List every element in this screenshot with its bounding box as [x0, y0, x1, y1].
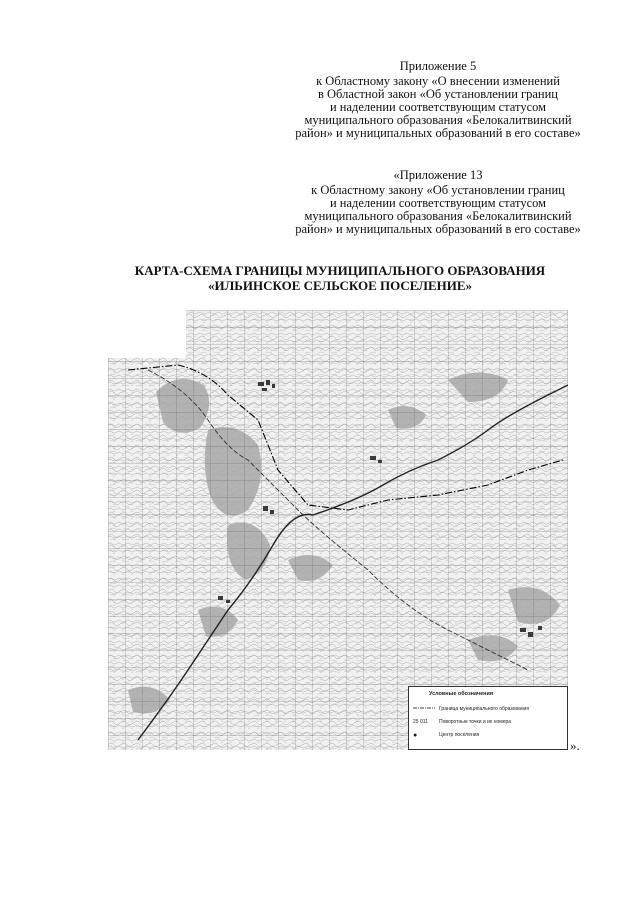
map-sheet	[108, 310, 568, 750]
legend-item-turning-points	[413, 718, 511, 726]
appendix-5-line: район» и муниципальных образований в его составе»	[295, 126, 581, 140]
map-legend	[408, 686, 568, 750]
appendix-5-header	[288, 60, 588, 140]
legend-item-boundary	[413, 705, 529, 713]
appendix-13-heading: «Приложение 13	[393, 168, 483, 182]
appendix-13-line: к Областному закону «Об установлении границ	[311, 183, 565, 197]
appendix-5-heading: Приложение 5	[399, 59, 477, 73]
boundary-map	[108, 310, 568, 750]
appendix-5-line: в Областной закон «Об установлении границ	[317, 87, 558, 101]
appendix-13-line: и наделении соответствующим статусом	[329, 196, 547, 210]
title-line-2: «ИЛЬИНСКОЕ СЕЛЬСКОЕ ПОСЕЛЕНИЕ»	[207, 278, 473, 293]
legend-label: Поворотные точки и их номера	[439, 719, 512, 725]
appendix-5-line: и наделении соответствующим статусом	[329, 100, 547, 114]
legend-title: Условные обозначения	[429, 691, 494, 697]
appendix-13-line: муниципального образования «Белокалитвинский	[304, 209, 572, 223]
legend-item-center	[413, 731, 479, 739]
appendix-13-header	[288, 169, 588, 236]
document-title	[100, 263, 580, 293]
title-line-1: КАРТА-СХЕМА ГРАНИЦЫ МУНИЦИПАЛЬНОГО ОБРАЗОВАНИЯ	[134, 263, 546, 278]
closing-quote: ».	[570, 738, 580, 753]
appendix-5-line: муниципального образования «Белокалитвинский	[304, 113, 572, 127]
appendix-13-line: район» и муниципальных образований в его составе»	[295, 222, 581, 236]
legend-turning-point-symbol: 25 011	[413, 719, 428, 725]
legend-label: Граница муниципального образования	[439, 706, 530, 712]
legend-label: Центр поселения	[439, 732, 480, 738]
legend-boundary-symbol	[413, 706, 435, 712]
appendix-5-line: к Областному закону «О внесении изменений	[316, 74, 560, 88]
settlement-center-icon: ●	[413, 731, 418, 739]
